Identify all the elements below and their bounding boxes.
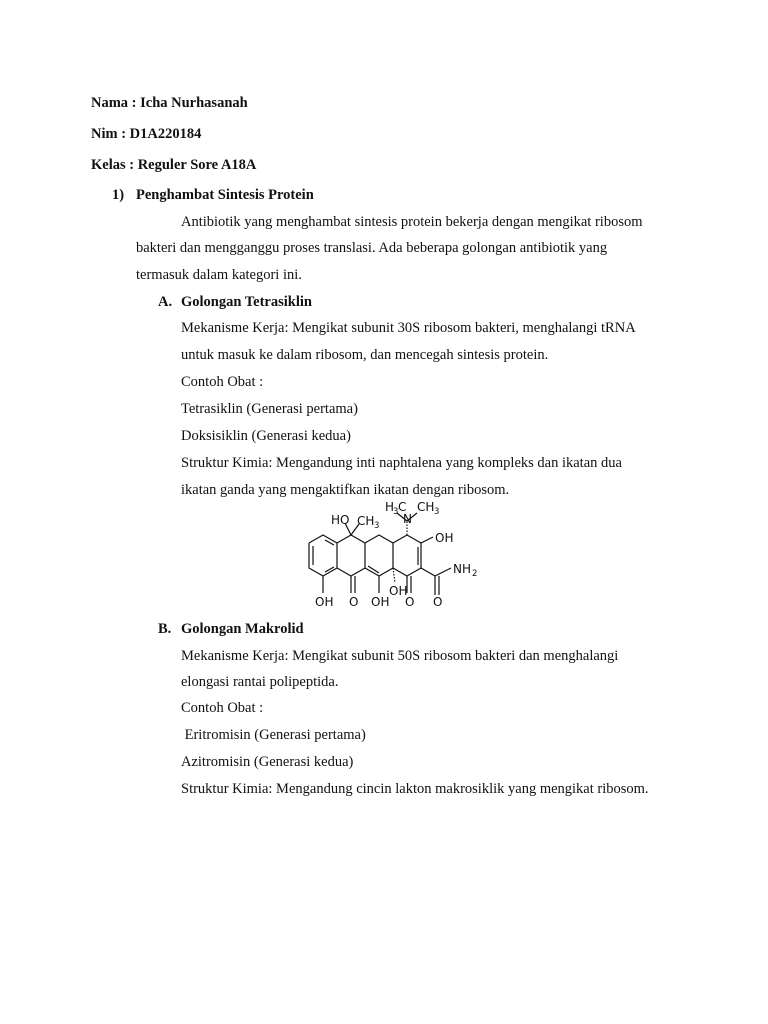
group-a-line: Contoh Obat : bbox=[181, 374, 264, 390]
section-number: 1) bbox=[112, 187, 125, 203]
group-a-line: Struktur Kimia: Mengandung inti naphtalena yang kompleks dan ikatan dua bbox=[181, 455, 622, 471]
label-o-bottom2: O bbox=[405, 595, 415, 609]
group-b-line: Struktur Kimia: Mengandung cincin lakton makrosiklik yang mengikat ribosom. bbox=[181, 781, 649, 797]
intro-line: termasuk dalam kategori ini. bbox=[136, 267, 302, 283]
label-ch3-top: CH bbox=[357, 514, 375, 528]
group-a-line: Tetrasiklin (Generasi pertama) bbox=[181, 401, 358, 417]
label-o-bottom1: O bbox=[349, 595, 359, 609]
label-o-amide: O bbox=[433, 595, 443, 609]
label-ho-top: HO bbox=[331, 513, 350, 527]
label-n: N bbox=[403, 512, 412, 526]
label-h3c-h: H bbox=[385, 500, 395, 514]
group-b-line: Contoh Obat : bbox=[181, 700, 264, 716]
tetracycline-structure bbox=[293, 497, 505, 615]
label-ch3-top-sub: 3 bbox=[374, 521, 380, 531]
label-ch3-right-sub: 3 bbox=[434, 507, 440, 517]
intro-line: bakteri dan mengganggu proses translasi. Ada beberapa golongan antibiotik yang bbox=[136, 240, 608, 256]
label-ch3-right: CH bbox=[417, 500, 435, 514]
label-oh-bottom1: OH bbox=[315, 595, 334, 609]
group-a-line: Doksisiklin (Generasi kedua) bbox=[181, 428, 351, 444]
group-a-line: ikatan ganda yang mengaktifkan ikatan dengan ribosom. bbox=[181, 482, 510, 498]
label-oh-bottom3: OH bbox=[389, 584, 408, 598]
student-class: Kelas : Reguler Sore A18A bbox=[91, 157, 257, 173]
section-title: Penghambat Sintesis Protein bbox=[136, 187, 314, 203]
student-name: Nama : Icha Nurhasanah bbox=[91, 95, 248, 111]
group-a-line: untuk masuk ke dalam ribosom, dan mencegah sintesis protein. bbox=[181, 347, 549, 363]
label-oh-bottom2: OH bbox=[371, 595, 390, 609]
group-a-line: Mekanisme Kerja: Mengikat subunit 30S ribosom bakteri, menghalangi tRNA bbox=[181, 320, 636, 336]
group-b-line: Eritromisin (Generasi pertama) bbox=[181, 727, 366, 743]
group-b-letter: B. bbox=[158, 621, 172, 637]
group-b-line: Mekanisme Kerja: Mengikat subunit 50S ribosom bakteri dan menghalangi bbox=[181, 648, 619, 664]
group-a-letter: A. bbox=[158, 294, 173, 310]
group-a-title: Golongan Tetrasiklin bbox=[181, 294, 312, 310]
intro-line: Antibiotik yang menghambat sintesis protein bekerja dengan mengikat ribosom bbox=[181, 214, 643, 230]
label-h3c-sub: 3 bbox=[393, 507, 399, 517]
label-oh-right: OH bbox=[435, 531, 454, 545]
label-nh2-sub: 2 bbox=[472, 569, 478, 579]
group-b-line: Azitromisin (Generasi kedua) bbox=[181, 754, 354, 770]
label-nh2: NH bbox=[453, 562, 471, 576]
student-nim: Nim : D1A220184 bbox=[91, 126, 202, 142]
group-b-line: elongasi rantai polipeptida. bbox=[181, 674, 339, 690]
group-b-title: Golongan Makrolid bbox=[181, 621, 304, 637]
label-h3c-c: C bbox=[398, 500, 407, 514]
